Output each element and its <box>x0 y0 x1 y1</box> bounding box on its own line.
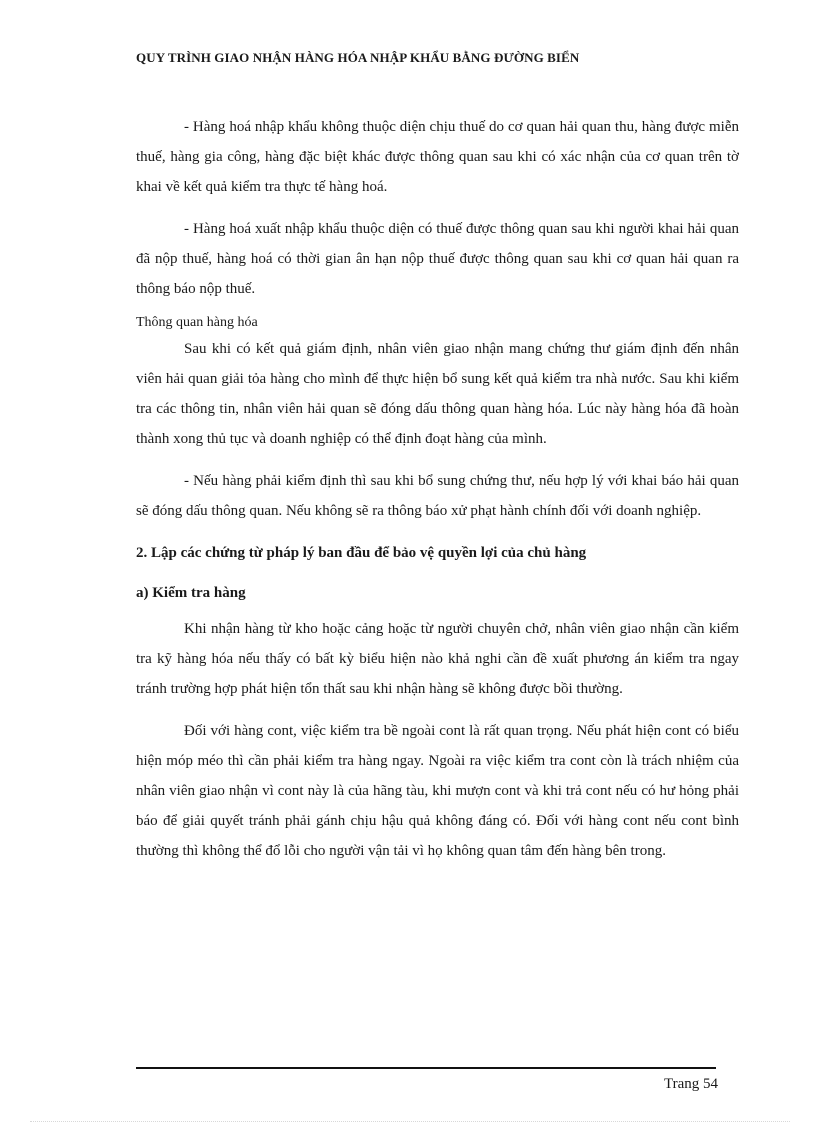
subheading-customs-clearance: Thông quan hàng hóa <box>136 315 258 330</box>
paragraph-untaxed-goods: - Hàng hoá nhập khẩu không thuộc diện chịu thuế do cơ quan hải quan thu, hàng được miễn thuế, hàng gia công, hàng đặc biệt khác được thông quan sau khi có xác nhận của cơ quan trên tờ khai về kết quả kiểm tra thực tế hàng hoá. <box>136 119 739 195</box>
paragraph-goods-inspection: Khi nhận hàng từ kho hoặc cảng hoặc từ người chuyên chở, nhân viên giao nhận cần kiểm tra kỹ hàng hóa nếu thấy có bất kỳ biểu hiện nào khả nghi cần đề xuất phương án kiểm tra ngay tránh trường hợp phát hiện tổn thất sau khi nhận hàng sẽ không được bồi thường. <box>136 621 739 697</box>
section-a-heading: a) Kiểm tra hàng <box>136 585 246 601</box>
paragraph-taxed-goods: - Hàng hoá xuất nhập khẩu thuộc diện có thuế được thông quan sau khi người khai hải quan đã nộp thuế, hàng hoá có thời gian ân hạn nộp thuế được thông quan sau khi cơ quan hải quan ra thông báo nộp thuế. <box>136 221 739 297</box>
page-edge-divider <box>30 1121 790 1122</box>
paragraph-clearance-after-inspection: Sau khi có kết quả giám định, nhân viên giao nhận mang chứng thư giám định đến nhân viên hải quan giải tỏa hàng cho mình để thực hiện bổ sung kết quả kiểm tra nhà nước. Sau khi kiểm tra các thông tin, nhân viên hải quan sẽ đóng dấu thông quan hàng hóa. Lúc này hàng hóa đã hoàn thành xong thủ tục và doanh nghiệp có thể định đoạt hàng của mình. <box>136 341 739 447</box>
paragraph-inspection-result: - Nếu hàng phải kiểm định thì sau khi bổ sung chứng thư, nếu hợp lý với khai báo hải quan sẽ đóng dấu thông quan. Nếu không sẽ ra thông báo xử phạt hành chính đối với doanh nghiệp. <box>136 473 739 519</box>
page-header-title: QUY TRÌNH GIAO NHẬN HÀNG HÓA NHẬP KHẨU BẰNG ĐƯỜNG BIỂN <box>136 50 580 65</box>
footer-divider <box>136 1067 716 1069</box>
page-number: Trang 54 <box>664 1076 719 1092</box>
paragraph-container-inspection: Đối với hàng cont, việc kiểm tra bề ngoài cont là rất quan trọng. Nếu phát hiện cont có biểu hiện móp méo thì cần phải kiểm tra hàng ngay. Ngoài ra việc kiểm tra cont còn là trách nhiệm của nhân viên giao nhận vì cont này là của hãng tàu, khi mượn cont và khi trả cont nếu có hư hỏng phải báo để giải quyết tránh phải gánh chịu hậu quả không đáng có. Đối với hàng cont nếu cont bình thường thì không thể đổ lỗi cho người vận tải vì họ không quan tâm đến hàng bên trong. <box>136 723 739 859</box>
section-2-heading: 2. Lập các chứng từ pháp lý ban đầu để bảo vệ quyền lợi của chủ hàng <box>136 545 587 561</box>
document-body <box>136 112 739 866</box>
